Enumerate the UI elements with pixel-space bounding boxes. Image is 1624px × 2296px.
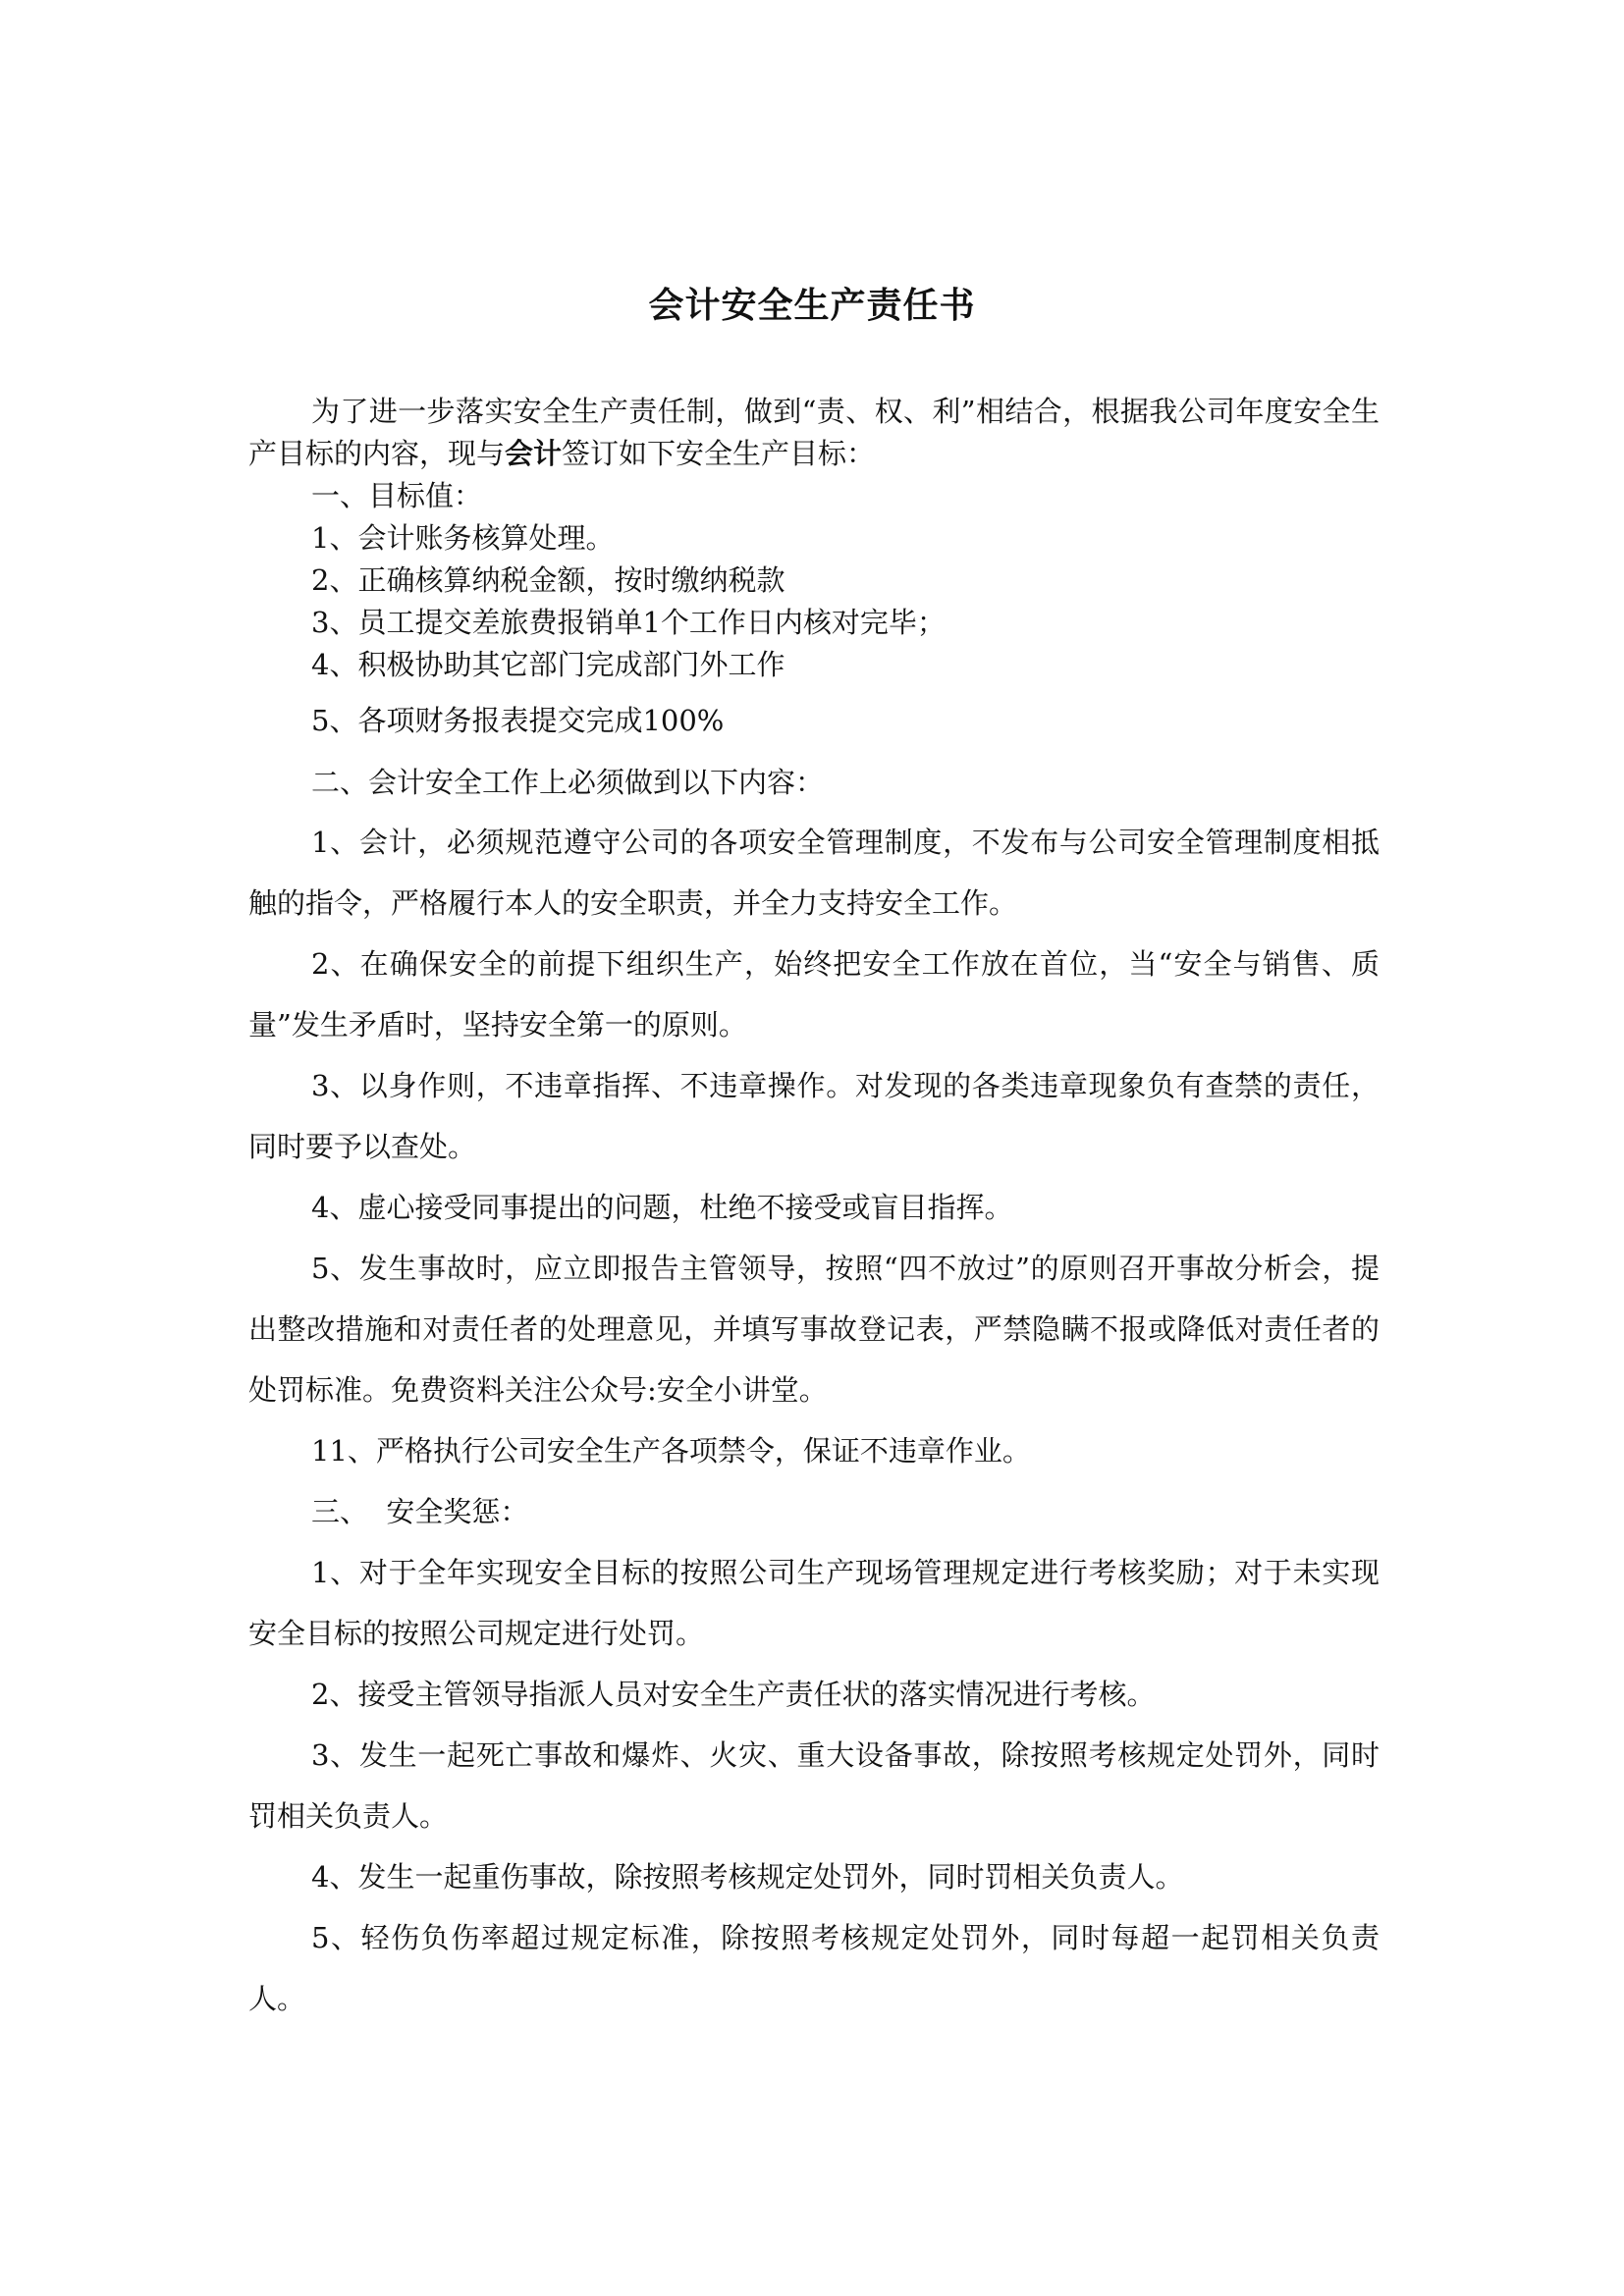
intro-paragraph bbox=[248, 391, 1380, 475]
section3-item: 2、接受主管领导指派人员对安全生产责任状的落实情况进行考核。 bbox=[311, 1678, 1156, 1711]
section1-item: 5、各项财务报表提交完成100% bbox=[311, 704, 725, 737]
section1-item: 2、正确核算纳税金额，按时缴纳税款 bbox=[311, 563, 785, 597]
intro-text-before: 为了进一步落实安全生产责任制，做到“责、权、利”相结合，根据我公司年度安全生产目标的内容，现与 bbox=[248, 395, 1380, 470]
section1-item: 1、会计账务核算处理。 bbox=[311, 521, 615, 555]
document-body bbox=[248, 391, 1380, 2029]
section3-heading: 三、 安全奖惩： bbox=[311, 1495, 529, 1528]
section3-item: 4、发生一起重伤事故，除按照考核规定处罚外，同时罚相关负责人。 bbox=[311, 1860, 1184, 1894]
section3-item: 3、发生一起死亡事故和爆炸、火灾、重大设备事故，除按照考核规定处罚外，同时罚相关负责人。 bbox=[248, 1738, 1380, 1833]
section1-item: 4、积极协助其它部门完成部门外工作 bbox=[311, 648, 785, 681]
section2-item: 5、发生事故时，应立即报告主管领导，按照“四不放过”的原则召开事故分析会，提出整改措施和对责任者的处理意见，并填写事故登记表，严禁隐瞒不报或降低对责任者的处罚标准。免费资料关注公众号:安全小讲堂。 bbox=[248, 1252, 1380, 1407]
section2-item: 2、在确保安全的前提下组织生产，始终把安全工作放在首位，当“安全与销售、质量”发生矛盾时，坚持安全第一的原则。 bbox=[248, 947, 1380, 1041]
section3-item: 1、对于全年实现安全目标的按照公司生产现场管理规定进行考核奖励；对于未实现安全目标的按照公司规定进行处罚。 bbox=[248, 1556, 1380, 1650]
section3-item: 5、轻伤负伤率超过规定标准，除按照考核规定处罚外，同时每超一起罚相关负责人。 bbox=[248, 1921, 1380, 2015]
section2-item: 3、以身作则，不违章指挥、不违章操作。对发现的各类违章现象负有查禁的责任，同时要予以查处。 bbox=[248, 1069, 1380, 1163]
intro-emphasis: 会计 bbox=[505, 437, 563, 470]
section1-heading: 一、目标值： bbox=[311, 479, 483, 512]
document-title: 会计安全生产责任书 bbox=[648, 286, 976, 326]
section1-item: 3、员工提交差旅费报销单1个工作日内核对完毕； bbox=[311, 606, 946, 639]
section2-item: 4、虚心接受同事提出的问题，杜绝不接受或盲目指挥。 bbox=[311, 1191, 1013, 1224]
section2-heading: 二、会计安全工作上必须做到以下内容： bbox=[311, 766, 825, 799]
section2-item: 1、会计，必须规范遵守公司的各项安全管理制度，不发布与公司安全管理制度相抵触的指令，严格履行本人的安全职责，并全力支持安全工作。 bbox=[248, 826, 1380, 920]
section2-item: 11、严格执行公司安全生产各项禁令，保证不违章作业。 bbox=[311, 1434, 1031, 1468]
intro-text-after: 签订如下安全生产目标： bbox=[562, 437, 876, 470]
